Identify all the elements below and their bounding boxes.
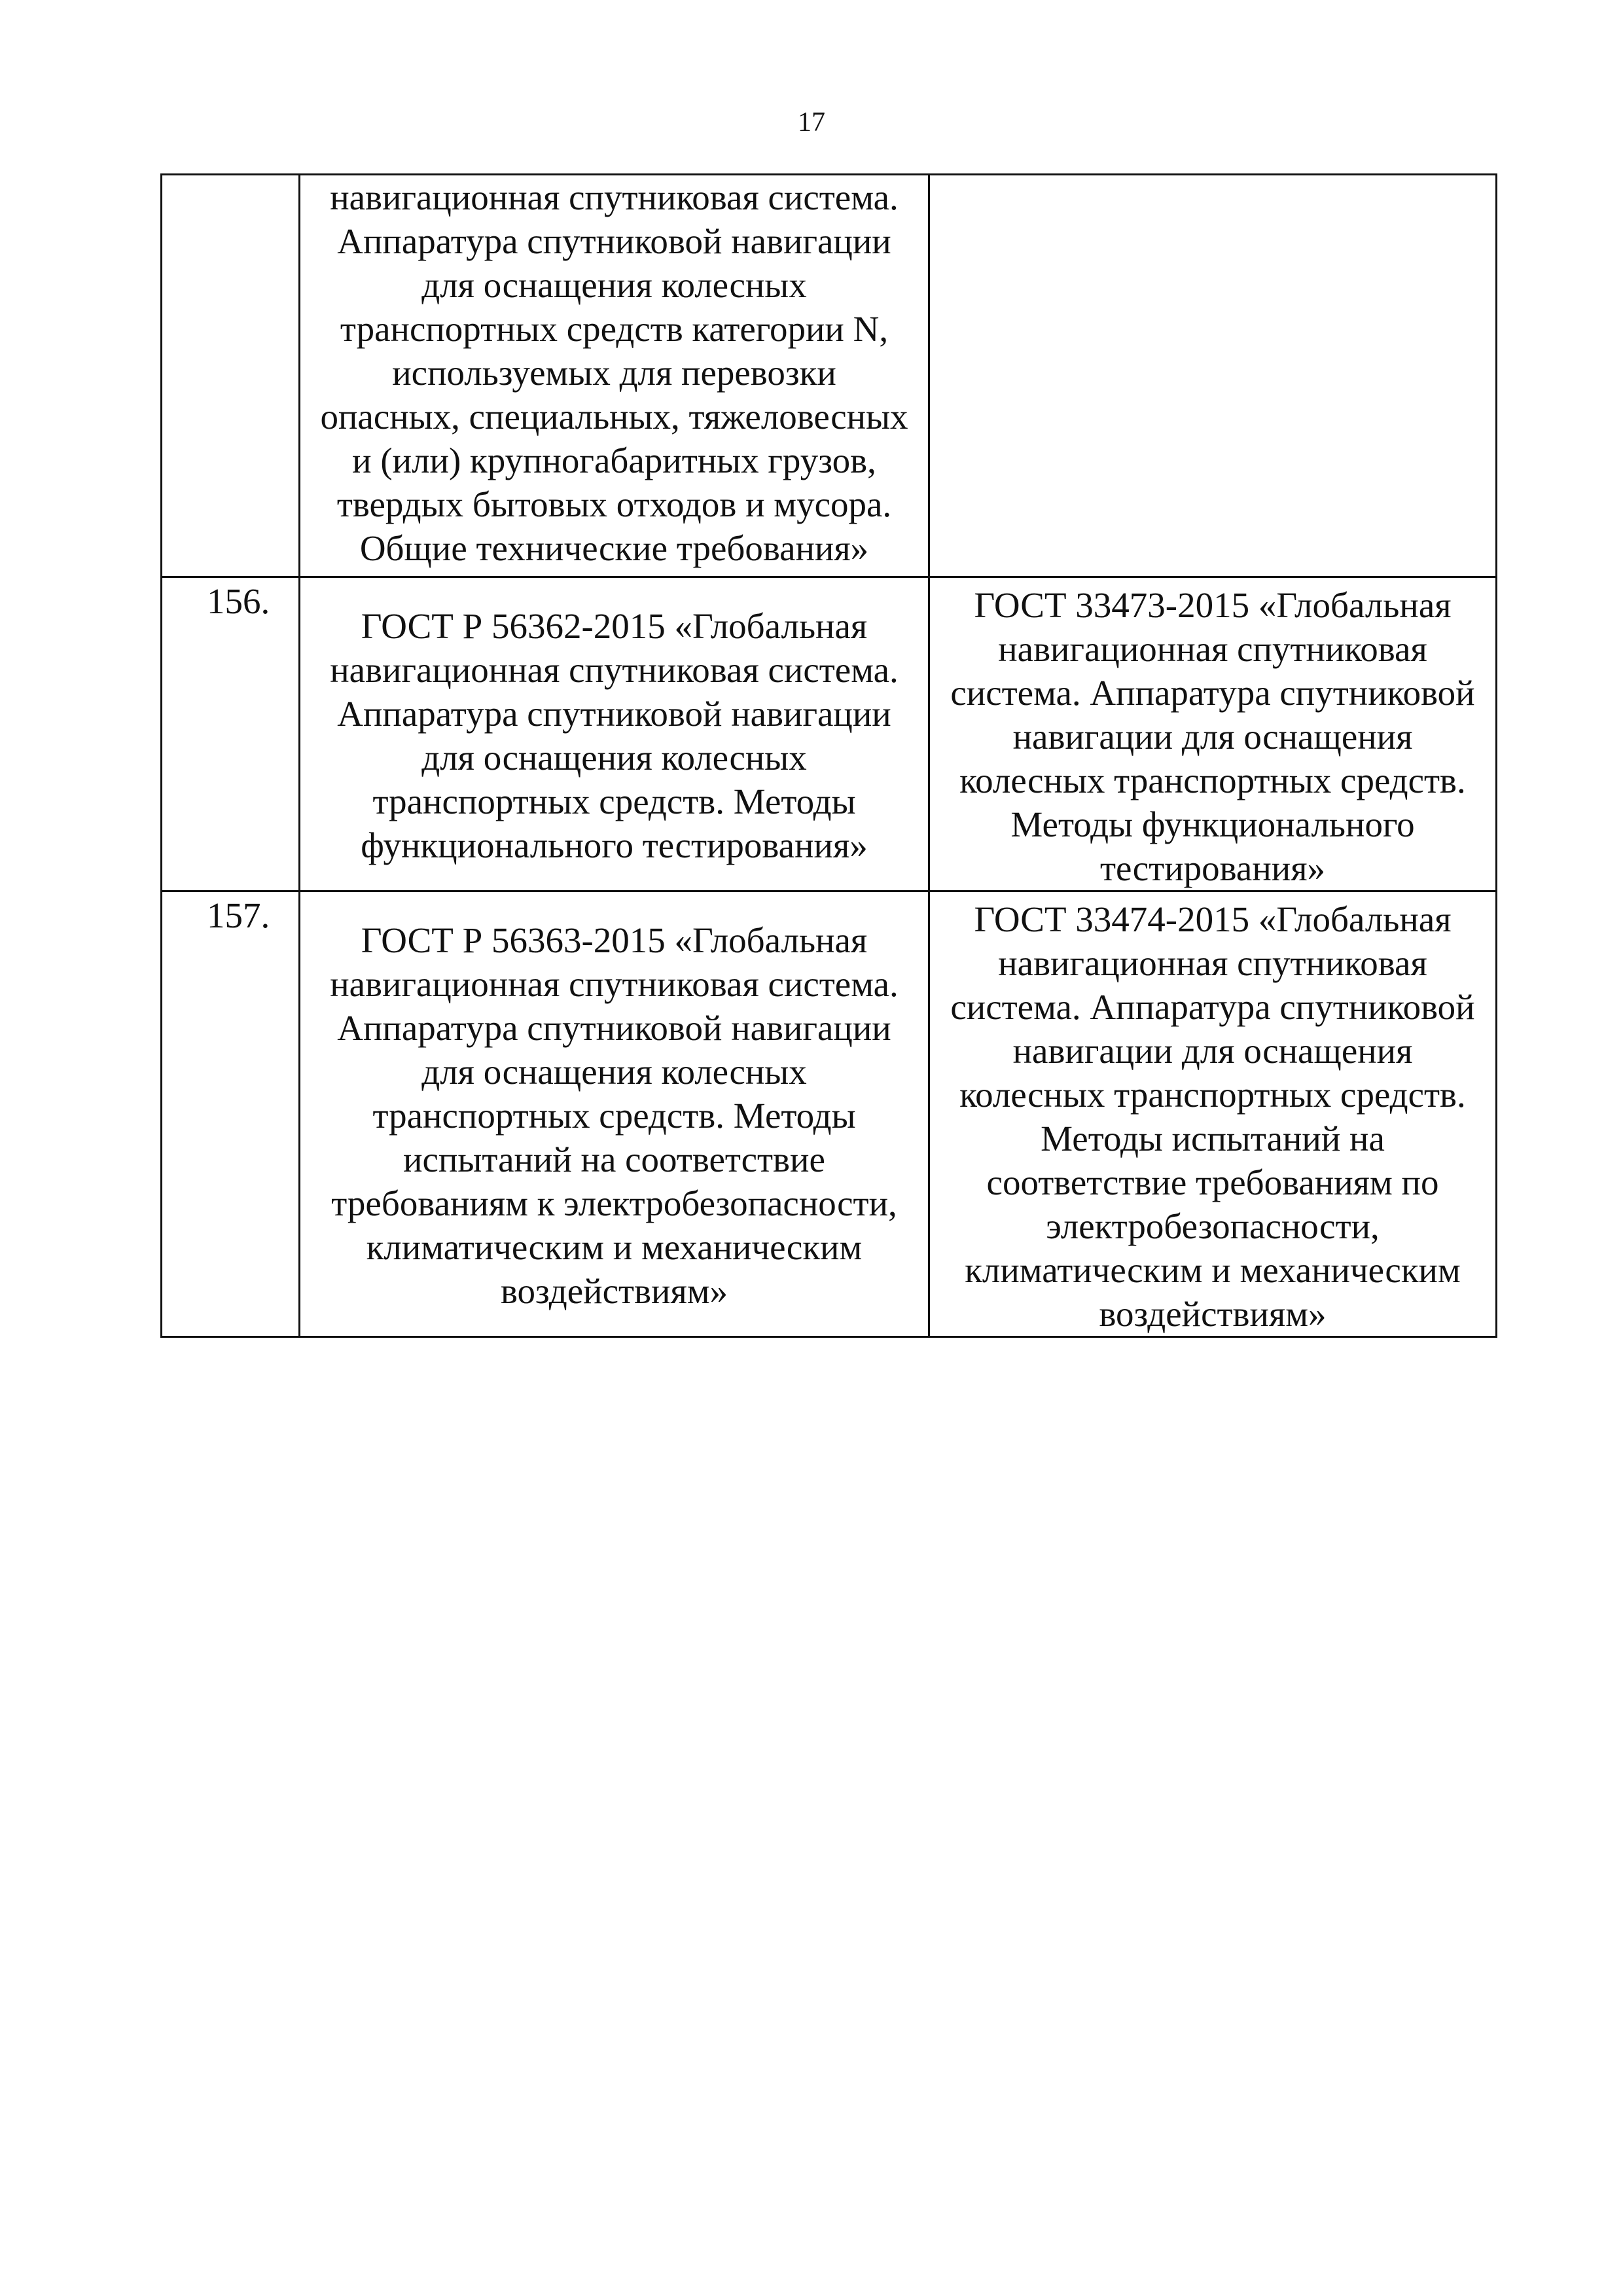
national-standard-cell bbox=[300, 175, 929, 577]
page-number: 17 bbox=[798, 107, 825, 137]
national-standard-text: ГОСТ Р 56362-2015 «Глобальная навигационная спутниковая система. Аппаратура спутниковой навигации для оснащения колесных транспортных средств. Методы функционального тестирования» bbox=[330, 606, 899, 865]
row-number: 157. bbox=[207, 895, 270, 935]
row-number: 156. bbox=[207, 581, 270, 621]
national-standard-cell bbox=[300, 577, 929, 891]
interstate-standard-cell bbox=[929, 577, 1497, 891]
row-number-cell bbox=[162, 577, 300, 891]
row-number-cell bbox=[162, 891, 300, 1337]
interstate-standard-text: ГОСТ 33473-2015 «Глобальная навигационная спутниковая система. Аппаратура спутниковой навигации для оснащения колесных транспортных средств. Методы функционального тестирования» bbox=[950, 585, 1475, 888]
national-standard-cell bbox=[300, 891, 929, 1337]
interstate-standard-cell bbox=[929, 891, 1497, 1337]
national-standard-text: ГОСТ Р 56363-2015 «Глобальная навигационная спутниковая система. Аппаратура спутниковой навигации для оснащения колесных транспортных средств. Методы испытаний на соответствие требованиям к электробезопасности, климатическим и механическим воздействиям» bbox=[330, 920, 899, 1311]
table-row bbox=[162, 175, 1497, 577]
table-row bbox=[162, 577, 1497, 891]
interstate-standard-cell bbox=[929, 175, 1497, 577]
table-row bbox=[162, 891, 1497, 1337]
standards-table bbox=[160, 173, 1497, 1338]
national-standard-text: навигационная спутниковая система. Аппаратура спутниковой навигации для оснащения колесных транспортных средств категории N, используемых для перевозки опасных, специальных, тяжеловесных и (или) крупногабаритных грузов, твердых бытовых отходов и мусора. Общие технические требования» bbox=[320, 177, 908, 568]
row-number-cell bbox=[162, 175, 300, 577]
interstate-standard-text: ГОСТ 33474-2015 «Глобальная навигационная спутниковая система. Аппаратура спутниковой навигации для оснащения колесных транспортных средств. Методы испытаний на соответствие требованиям по электробезопасности, климатическим и механическим воздействиям» bbox=[950, 899, 1475, 1334]
